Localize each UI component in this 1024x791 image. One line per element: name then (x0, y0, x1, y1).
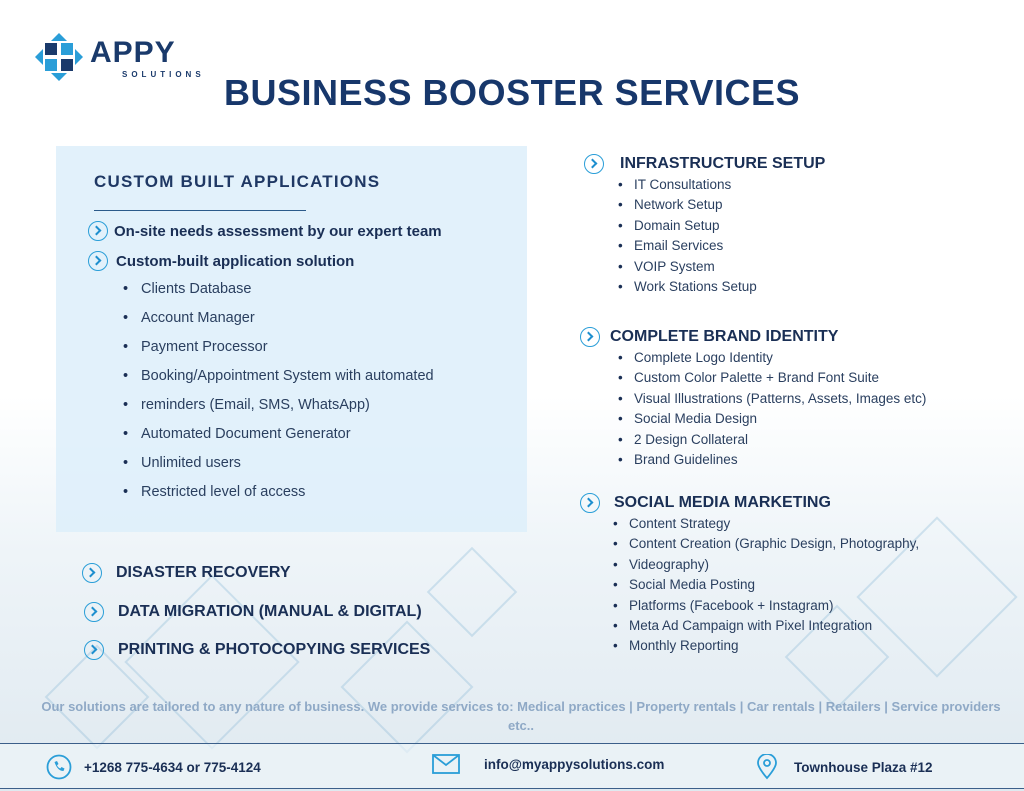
chevron-right-icon (580, 493, 600, 513)
list-item-wrap: Videography) (629, 556, 710, 572)
section-data-migration (84, 602, 422, 622)
list-item: • Custom Color Palette + Brand Font Suite (618, 368, 926, 388)
section-title: DATA MIGRATION (MANUAL & DIGITAL) (118, 603, 422, 620)
section-disaster-recovery (82, 563, 291, 583)
list-item: • Unlimited users (123, 449, 434, 478)
list-item: • Brand Guidelines (618, 450, 926, 470)
section-title: INFRASTRUCTURE SETUP (620, 155, 826, 172)
list-item: • Account Manager (123, 304, 434, 333)
custom-apps-point (88, 251, 354, 271)
mail-icon (432, 754, 460, 774)
custom-apps-title: CUSTOM BUILT APPLICATIONS (94, 172, 381, 191)
list-item: • Content Strategy (613, 514, 919, 534)
contact-address[interactable] (756, 754, 933, 780)
list-item: • Social Media Posting (613, 575, 919, 595)
address: Townhouse Plaza #12 (794, 759, 933, 775)
custom-apps-feature-list (123, 275, 434, 507)
section-printing (84, 640, 430, 660)
section-title: PRINTING & PHOTOCOPYING SERVICES (118, 641, 431, 658)
custom-apps-point (88, 221, 442, 241)
list-item: • Complete Logo Identity (618, 348, 926, 368)
list-item-continuation (123, 391, 434, 420)
contact-email[interactable] (432, 754, 664, 774)
chevron-right-icon (84, 602, 104, 622)
list-item: • Visual Illustrations (Patterns, Assets, Images etc) (618, 389, 926, 409)
section-brand-identity (580, 327, 838, 347)
footer-note: Our solutions are tailored to any nature of business. We provide services to: Medical practices | Property rentals | Car rentals | Retailers | Service providers etc.. (41, 699, 1001, 733)
social-media-list (613, 514, 919, 657)
list-item: • Monthly Reporting (613, 636, 919, 656)
list-item: • Booking/Appointment System with automated (123, 362, 434, 391)
list-item: • Payment Processor (123, 333, 434, 362)
list-item: • Restricted level of access (123, 478, 434, 507)
divider (94, 210, 306, 211)
section-infrastructure (584, 154, 825, 174)
list-item: • Work Stations Setup (618, 277, 757, 297)
list-item: • Social Media Design (618, 409, 926, 429)
list-item: • 2 Design Collateral (618, 430, 926, 450)
chevron-right-icon (88, 221, 108, 241)
list-item: • VOIP System (618, 257, 757, 277)
list-item: • Platforms (Facebook + Instagram) (613, 596, 919, 616)
list-item-continuation (613, 555, 919, 575)
phone-icon (46, 754, 72, 780)
email-address: info@myappysolutions.com (484, 756, 665, 772)
list-item: • IT Consultations (618, 175, 757, 195)
page-title: BUSINESS BOOSTER SERVICES (224, 72, 800, 113)
list-item: • Email Services (618, 236, 757, 256)
chevron-right-icon (88, 251, 108, 271)
chevron-right-icon (84, 640, 104, 660)
list-item-wrap: reminders (Email, SMS, WhatsApp) (141, 397, 370, 413)
point-label: Custom-built application solution (116, 252, 355, 270)
list-item: • Automated Document Generator (123, 420, 434, 449)
point-label: On-site needs assessment by our expert team (114, 222, 442, 240)
phone-number: +1268 775-4634 or 775-4124 (84, 759, 261, 775)
list-item: • Network Setup (618, 195, 757, 215)
list-item: • Content Creation (Graphic Design, Photography, (613, 534, 919, 554)
list-item: • Clients Database (123, 275, 434, 304)
location-pin-icon (756, 754, 778, 780)
infrastructure-list (618, 175, 757, 297)
section-title: COMPLETE BRAND IDENTITY (610, 328, 839, 345)
list-item: • Meta Ad Campaign with Pixel Integration (613, 616, 919, 636)
brand-name: APPY (90, 36, 176, 69)
brand-identity-list (618, 348, 926, 470)
section-social-media (580, 493, 831, 513)
contact-phone[interactable] (46, 754, 261, 780)
chevron-right-icon (584, 154, 604, 174)
section-title: DISASTER RECOVERY (116, 564, 291, 581)
list-item: • Domain Setup (618, 216, 757, 236)
section-title: SOCIAL MEDIA MARKETING (614, 494, 831, 511)
brand-subtitle: SOLUTIONS (122, 70, 205, 79)
chevron-right-icon (82, 563, 102, 583)
chevron-right-icon (580, 327, 600, 347)
